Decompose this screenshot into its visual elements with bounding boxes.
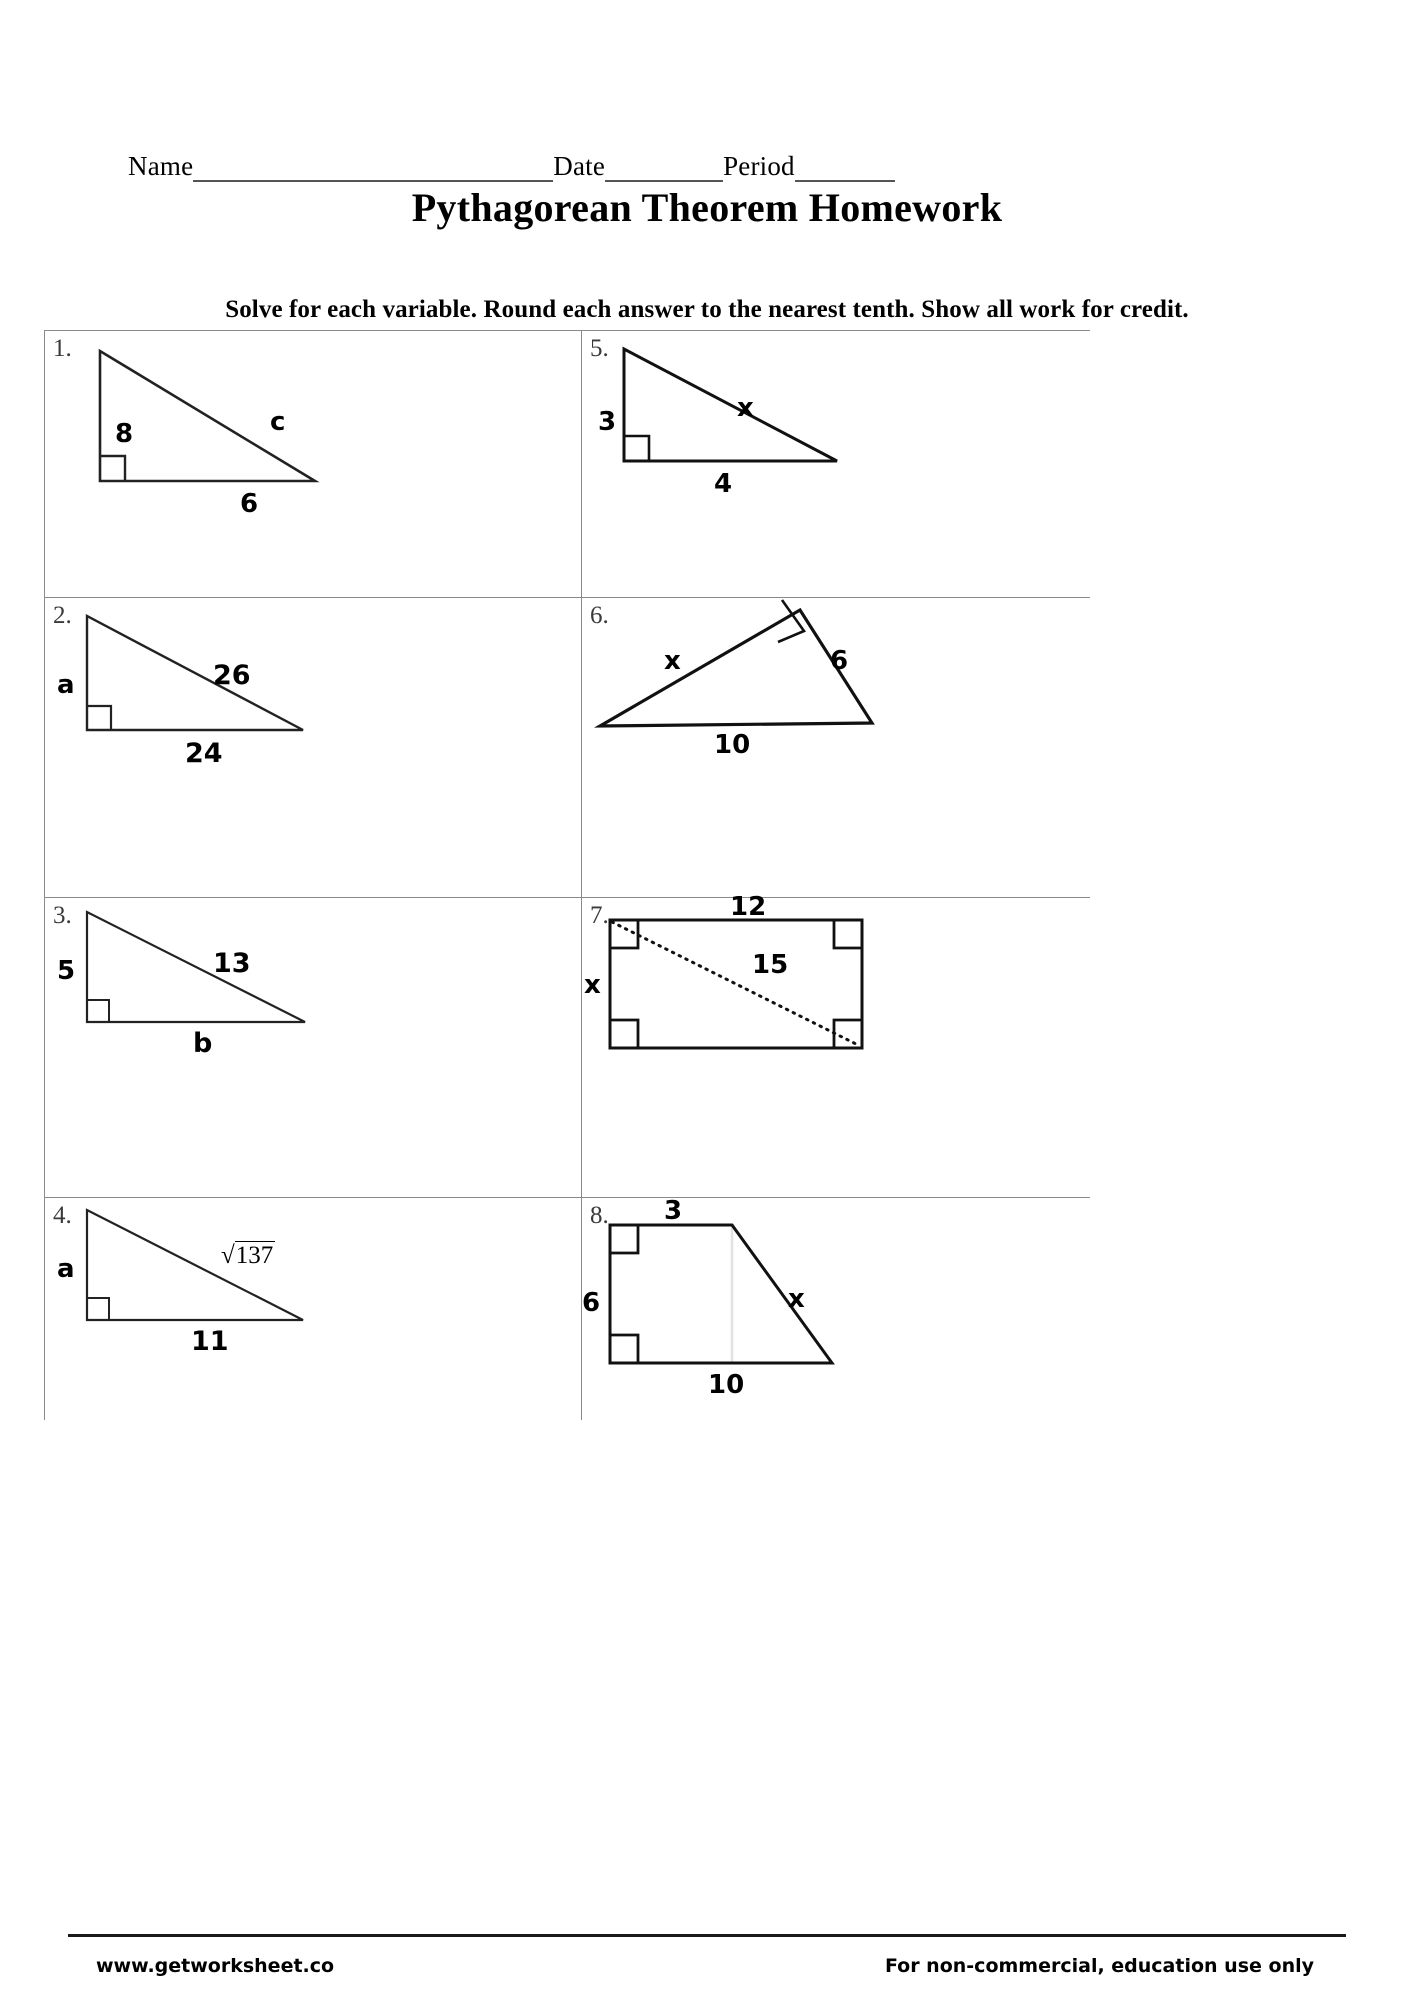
problem-number-6: 6. [590, 602, 609, 629]
label-1-leg-horizontal: 6 [240, 489, 259, 519]
label-2-leg-horizontal: 24 [185, 738, 223, 769]
label-6-side-upper-left: x [664, 646, 681, 676]
problem-number-5: 5. [590, 335, 609, 362]
problem-cell-7[interactable] [582, 892, 1091, 1197]
label-3-hypotenuse: 13 [213, 948, 251, 979]
problem-number-4: 4. [53, 1202, 72, 1229]
label-1-hypotenuse: c [270, 407, 286, 437]
label-5-hypotenuse: x [737, 393, 754, 423]
figure-6-rotated-right-triangle [582, 598, 962, 798]
problem-cell-4[interactable] [45, 1198, 581, 1421]
label-8-top: 3 [664, 1196, 683, 1226]
problem-cell-5[interactable] [582, 331, 1091, 597]
label-7-left: x [584, 970, 601, 1000]
label-5-leg-vertical: 3 [598, 407, 617, 437]
period-label: Period [723, 151, 795, 181]
date-label: Date [553, 151, 606, 181]
period-input-line[interactable] [795, 154, 895, 182]
page-title: Pythagorean Theorem Homework [411, 185, 1003, 230]
label-6-side-right: 6 [830, 646, 849, 676]
label-6-side-bottom: 10 [714, 730, 751, 760]
problem-number-3: 3. [53, 902, 72, 929]
radicand-value: 137 [235, 1242, 274, 1269]
label-7-diagonal: 15 [752, 950, 789, 980]
label-1-leg-vertical: 8 [115, 419, 134, 449]
footer-divider [68, 1934, 1346, 1937]
problem-number-7: 7. [590, 902, 609, 929]
label-4-leg-vertical: a [57, 1254, 75, 1284]
label-7-top: 12 [730, 892, 767, 922]
figure-5-right-triangle [582, 331, 962, 511]
label-8-slant: x [788, 1284, 805, 1314]
figure-8-right-trapezoid [582, 1198, 962, 1398]
problem-cell-1[interactable] [45, 331, 581, 597]
footer-usage-notice: For non-commercial, education use only [884, 1955, 1314, 1977]
problem-cell-6[interactable] [582, 598, 1091, 897]
figure-7-rectangle-with-diagonal [582, 898, 962, 1098]
label-5-leg-horizontal: 4 [714, 469, 733, 499]
label-4-leg-horizontal: 11 [191, 1326, 229, 1357]
label-2-leg-vertical: a [57, 670, 75, 700]
label-2-hypotenuse: 26 [213, 660, 251, 691]
problem-cell-3[interactable] [45, 898, 581, 1197]
label-4-hypotenuse-radical [221, 1242, 275, 1270]
problem-cell-2[interactable] [45, 598, 581, 897]
footer-site-link[interactable]: www.getworksheet.co [96, 1955, 335, 1977]
date-input-line[interactable] [605, 154, 723, 182]
problem-number-1: 1. [53, 335, 72, 362]
name-label: Name [128, 151, 194, 181]
problem-grid [44, 330, 1090, 1420]
label-3-leg-vertical: 5 [57, 956, 76, 986]
radical-sign: √ [221, 1242, 235, 1269]
name-input-line[interactable] [193, 154, 553, 182]
label-8-bottom: 10 [708, 1370, 745, 1400]
figure-3-right-triangle [45, 898, 445, 1098]
problem-cell-8[interactable] [582, 1198, 1091, 1421]
figure-4-right-triangle [45, 1198, 445, 1378]
student-info-row [128, 148, 1148, 182]
label-8-left: 6 [582, 1288, 601, 1318]
figure-2-right-triangle [45, 598, 445, 798]
label-3-leg-horizontal: b [193, 1028, 213, 1059]
problem-number-2: 2. [53, 602, 72, 629]
problem-number-8: 8. [590, 1202, 609, 1229]
instructions-text: Solve for each variable. Round each answer to the nearest tenth. Show all work for credit. [225, 296, 1189, 323]
